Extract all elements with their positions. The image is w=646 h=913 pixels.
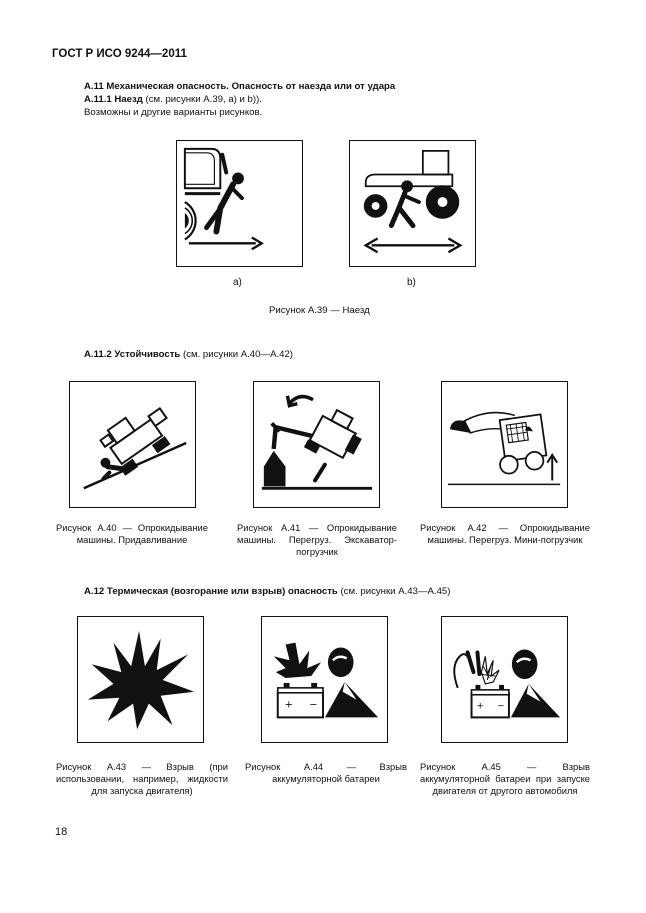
section-a12-line (84, 586, 450, 599)
battery-minus-sign: − (309, 699, 318, 711)
figure-a45-pictogram (441, 616, 568, 743)
section-a12-rest: (см. рисунки А.43—А.45) (337, 586, 451, 597)
figure-a41-caption: Рисунок А.41 — Опрокидывание машины. Перегруз. Экскаватор-погрузчик (237, 522, 397, 557)
battery-plus-sign: + (284, 699, 293, 711)
jump-start-explosion-pictogram (442, 617, 567, 742)
figure-a39-caption: Рисунок А.39 — Наезд (269, 305, 370, 316)
figure-a43-caption: Рисунок А.43 — Взрыв (при использовании, например, жидкости для запуска двигателя) (56, 761, 228, 796)
section-a11-heading: А.11 Механическая опасность. Опасность от наезда или от удара (84, 81, 396, 92)
overturn-backhoe-pictogram (254, 382, 379, 507)
figure-a40-pictogram (69, 381, 196, 508)
figure-a41-pictogram (253, 381, 380, 508)
section-a112-bold: А.11.2 Устойчивость (84, 349, 181, 360)
figure-a40-caption: Рисунок А.40 — Опрокидывание машины. Придавливание (56, 522, 208, 545)
page-number: 18 (55, 826, 68, 838)
run-over-by-front-pictogram (177, 141, 302, 266)
battery-explosion-pictogram (262, 617, 387, 742)
figure-a43-pictogram (77, 616, 204, 743)
run-over-by-tractor-pictogram (350, 141, 475, 266)
section-a12-bold: А.12 Термическая (возгорание или взрыв) опасность (84, 586, 338, 597)
section-a111-bold: А.11.1 Наезд (84, 94, 143, 105)
document-header: ГОСТ Р ИСО 9244—2011 (52, 48, 187, 60)
figure-a39a-pictogram (176, 140, 303, 267)
section-a111-rest: (см. рисунки А.39, а) и b)). (142, 94, 262, 105)
section-a111-line (84, 94, 262, 107)
section-a112-rest: (см. рисунки А.40—А.42) (180, 349, 293, 360)
figure-a44-pictogram (261, 616, 388, 743)
section-a11-note: Возможны и другие варианты рисунков. (84, 107, 263, 118)
figure-a39b-pictogram (349, 140, 476, 267)
battery-plus-sign-2: + (476, 701, 484, 712)
overturn-crush-pictogram (70, 382, 195, 507)
figure-a39b-label: b) (407, 277, 416, 288)
figure-a42-caption: Рисунок А.42 — Опрокидывание машины. Перегруз. Мини-погрузчик (420, 522, 590, 545)
figure-a42-pictogram (441, 381, 568, 508)
figure-a45-caption: Рисунок А.45 — Взрыв аккумуляторной батареи при запуске двигателя от другого автомобиля (420, 761, 590, 796)
figure-a44-caption: Рисунок А.44 — Взрыв аккумуляторной батареи (245, 761, 407, 784)
overturn-skid-steer-pictogram (442, 382, 567, 507)
section-a112-line (84, 349, 293, 362)
figure-a39a-label: а) (233, 277, 242, 288)
battery-minus-sign-2: − (497, 701, 505, 712)
explosion-pictogram (78, 617, 203, 742)
